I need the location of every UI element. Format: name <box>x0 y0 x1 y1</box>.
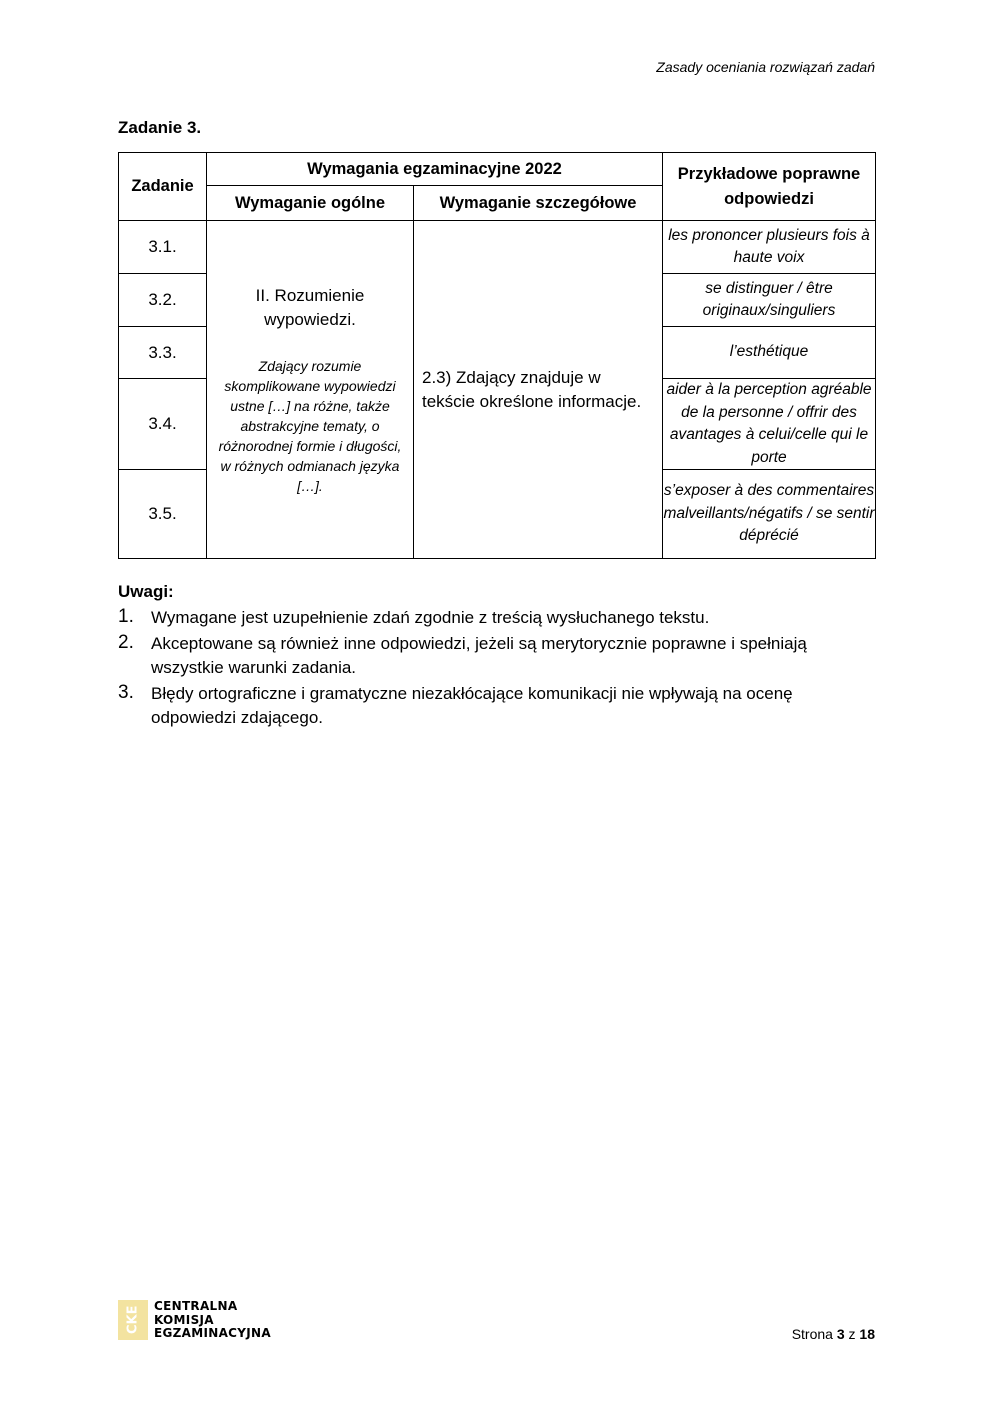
note-number: 1. <box>118 606 134 627</box>
task-number: 3.2. <box>119 274 207 327</box>
note-text: Wymagane jest uzupełnienie zdań zgodnie z treścią wysłuchanego tekstu. <box>151 608 710 627</box>
answer-cell: les prononcer plusieurs fois à haute voix <box>663 221 876 274</box>
note-text: Akceptowane są również inne odpowiedzi, jeżeli są merytorycznie poprawne i spełniają wszystkie warunki zadania. <box>151 634 807 677</box>
page-total: 18 <box>859 1326 875 1342</box>
notes-list <box>118 606 875 730</box>
cke-logo <box>118 1300 271 1341</box>
note-text: Błędy ortograficzne i gramatyczne niezakłócające komunikacji nie wpływają na ocenę odpowiedzi zdającego. <box>151 684 793 727</box>
header-title: Zasady oceniania rozwiązań zadań <box>656 59 875 75</box>
note-number: 2. <box>118 632 134 653</box>
col-group-header: Wymagania egzaminacyjne 2022 <box>207 153 663 186</box>
answer-cell: aider à la perception agréable de la personne / offrir des avantages à celui/celle qui le porte <box>663 379 876 470</box>
col-szczegolowe-header: Wymaganie szczegółowe <box>414 186 663 221</box>
logo-line: CENTRALNA <box>154 1299 238 1313</box>
task-number: 3.4. <box>119 379 207 470</box>
task-number: 3.5. <box>119 470 207 559</box>
list-item <box>118 606 875 630</box>
task-title: Zadanie 3. <box>118 118 202 137</box>
requirements-table <box>118 152 876 559</box>
col-ogolne-header: Wymaganie ogólne <box>207 186 414 221</box>
answer-cell: s’exposer à des commentaires malveillants/négatifs / se sentir déprécié <box>663 470 876 559</box>
logo-line: KOMISJA <box>154 1312 214 1327</box>
task-number: 3.3. <box>119 327 207 379</box>
list-item <box>118 632 875 680</box>
notes-section <box>118 582 875 732</box>
page-prefix: Strona <box>791 1326 833 1342</box>
general-requirement-sub: Zdający rozumie skomplikowane wypowiedzi ustne […] na różne, także abstrakcyjne tematy, o różnorodnej formie i długości, w różnych odmianach języka […]. <box>218 357 402 494</box>
page-number <box>792 1326 875 1342</box>
general-requirement-main: II. Rozumienie wypowiedzi. <box>255 285 365 329</box>
note-number: 3. <box>118 682 134 703</box>
table-row <box>119 221 876 274</box>
page-sep: z <box>848 1326 856 1342</box>
cke-logo-icon: CKE <box>118 1300 148 1340</box>
task-number: 3.1. <box>119 221 207 274</box>
col-answers-header: Przykładowe poprawne odpowiedzi <box>663 153 876 221</box>
answer-cell: l’esthétique <box>663 327 876 379</box>
cke-logo-text <box>154 1300 271 1341</box>
page-current: 3 <box>836 1326 845 1342</box>
list-item <box>118 682 875 730</box>
answer-cell: se distinguer / être originaux/singuliers <box>663 274 876 327</box>
logo-line: EGZAMINACYJNA <box>154 1326 271 1340</box>
specific-requirement: 2.3) Zdający znajduje w tekście określone informacje. <box>414 221 663 559</box>
notes-title: Uwagi: <box>118 582 174 601</box>
col-zadanie-header: Zadanie <box>119 153 207 221</box>
general-requirement-cell <box>207 221 414 559</box>
